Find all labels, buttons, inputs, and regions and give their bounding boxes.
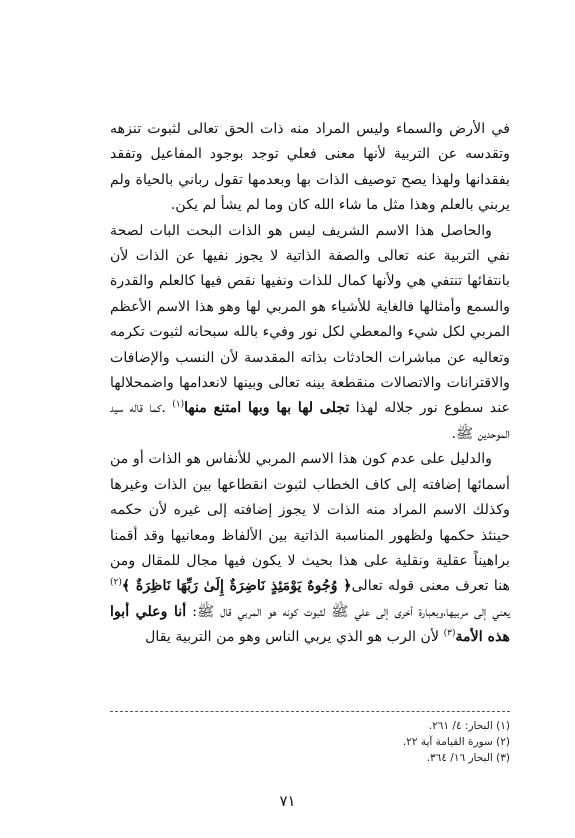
text-segment: في الأرض والسماء وليس المراد منه ذات الحق تعالى لثبوت تنزهه وتقدسه عن التربية لأنها معنى فعلي توجد بوجود المفاعيل وتفقد بفقدانها ولهذا يصح توصيف الذات بها وبعدمها تقول رباني بالحياة ولم يربني بالعلم وهذا مثل ما شاء الله كان وما لم يشأ لم يكن. [110, 121, 510, 214]
footnote-divider [110, 711, 510, 712]
page-number: ٧١ [279, 792, 296, 810]
footnote: (١) البحار: ٤/ ٢٦١. [428, 720, 510, 732]
footnotes [110, 718, 510, 766]
paragraph [110, 219, 510, 448]
main-text [110, 117, 510, 651]
footnote-reference: (٢) [110, 577, 122, 588]
text-segment: والحاصل هذا الاسم الشريف ليس هو الذات البحت البات لصحة نفي التربية عنه تعالى والصفة الذاتية لا يجوز نفيها عن الذات لأن بانتفائها تنتفي هي ولأنها كمال للذات ونفيها نقص فيها كالعلم والقدرة والسمع وأمثالها فالغاية للأشياء هو المربي لها وهو هذا الاسم الأعظم المربي لكل شيء والمعطي لكل نور وفيء بالله سبحانه لثبوت تكرمه وتعاليه عن مباشرات الحادثات بذاته المقدسة لأن النسب والإضافات والاقترانات والاتصالات منقطعة بينه تعالى وبينها لانعدامها واضمحلالها عند سطوع نور جلاله لهذا [110, 222, 510, 417]
bold-quote: ﴿ وُجُوهٌ يَوْمَئِذٍ نَاضِرَةٌ إِلَىٰ رَبِّهَا نَاظِرَةٌ ﴾ [121, 578, 352, 595]
paragraph [110, 117, 510, 219]
text-segment: والدليل على عدم كون هذا الاسم المربي للأنفاس هو الذات أو من أسمائها إضافته إلى كاف الخطاب لثبوت انقطاعها بين الذات وغيرها وكذلك الاسم المراد منه الذات لا يجوز إضافته إلى غيره لأن حكمه حينئذ حكمها ولظهور المناسبة الذاتية بين الألفاظ ومعانيها وقد أقمنا براهيناً عقلية ونقلية على هذا بحيث لا يكون فيها مجال للمقال ومن هنا تعرف معنى قوله تعالى [110, 451, 510, 595]
bold-quote: أنا وعلي أبوا هذه الأمة [110, 603, 510, 646]
footnote-reference: (٣) [443, 628, 456, 639]
bold-quote: تجلى لها بها وبها امتنع منها [184, 400, 350, 417]
text-segment: لأن الرب هو الذي يربي الناس وهو من التربية يقال [145, 629, 444, 646]
text-segment: .كما قاله سيد الموحدين ﷺ. [110, 400, 510, 442]
footnote: (٣) البحار ١٦/ ٣٦٤. [426, 752, 510, 764]
footnote-reference: (١) [172, 399, 185, 410]
footnote: (٢) سورة القيامة آية ٢٢. [402, 736, 510, 748]
text-segment: يعني إلى مربيها،وبعبارة أخرى إلى علي ﷺ لثبوت كونه هو المربي قال ﷺ: [186, 603, 510, 620]
paragraph [110, 447, 510, 650]
